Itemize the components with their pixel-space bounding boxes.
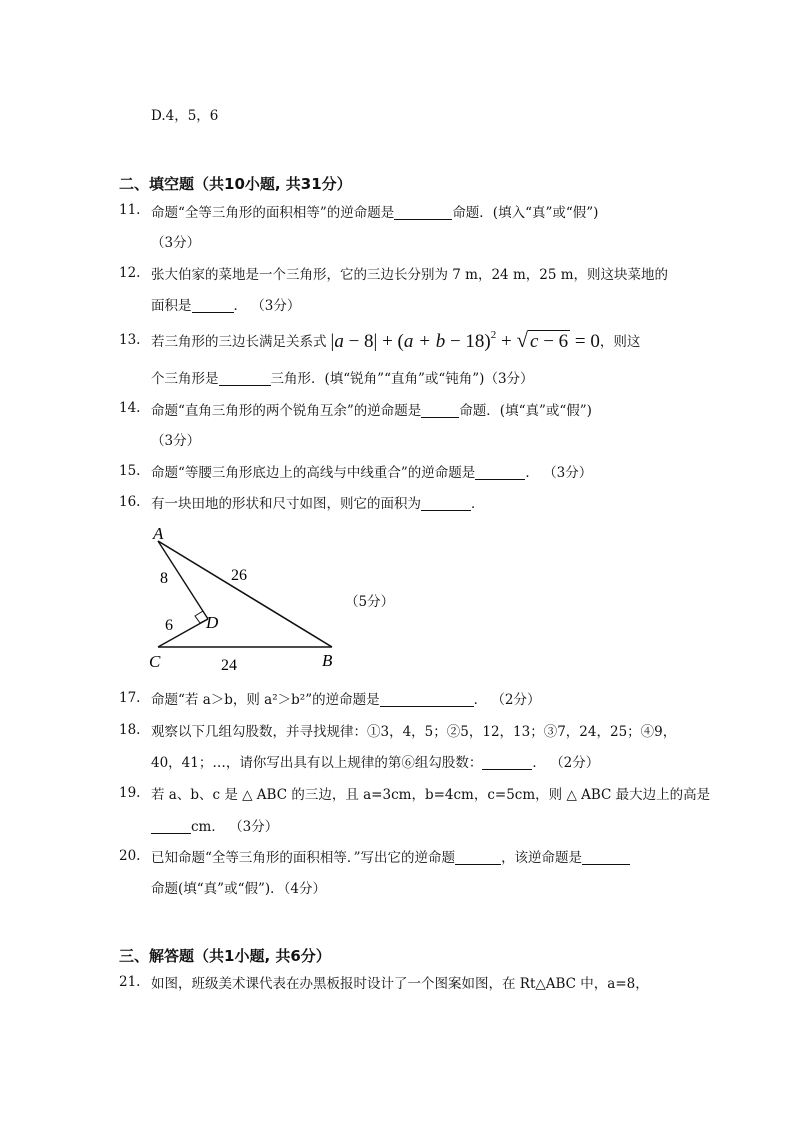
- question-number: 12.: [119, 265, 141, 281]
- question-16-score: （5分）: [345, 594, 395, 610]
- question-number: 15.: [119, 463, 141, 479]
- question-11: 命题“全等三角形的面积相等”的逆命题是 命题．(填入“真”或“假”): [151, 205, 599, 221]
- length-cd: 6: [165, 617, 173, 634]
- question-16: 有一块田地的形状和尺寸如图，则它的面积为 ．: [151, 496, 485, 512]
- question-18-line2: 40，41；…，请你写出具有以上规律的第⑥组勾股数： ． （2分）: [151, 755, 600, 771]
- section-title-answer: 三、解答题（共1小题, 共6分）: [119, 947, 331, 965]
- question-number: 17.: [119, 690, 141, 706]
- answer-blank[interactable]: [394, 205, 452, 220]
- equation: $|a - 8| + (a + b - 18)^2$ + √ c − 6 = 0: [330, 327, 600, 352]
- question-number: 20.: [119, 848, 141, 864]
- question-number: 13.: [119, 332, 141, 348]
- question-number: 16.: [119, 494, 141, 510]
- answer-blank[interactable]: [192, 298, 234, 313]
- answer-blank[interactable]: [582, 850, 630, 865]
- side-ab: [158, 541, 332, 647]
- length-ad: 8: [160, 570, 168, 587]
- question-17: 命题“若 a＞b，则 a²＞b²”的逆命题是 ． （2分）: [151, 692, 541, 708]
- vertex-d: D: [206, 613, 219, 632]
- question-13-line1: 若三角形的三边长满足关系式 $|a - 8| + (a + b - 18)^2$ + √ c − 6 = 0 ，则这: [151, 327, 641, 352]
- question-number: 18.: [119, 722, 141, 738]
- length-cb: 24: [221, 657, 237, 674]
- question-number: 19.: [119, 785, 141, 801]
- answer-blank[interactable]: [380, 692, 474, 707]
- triangle-figure: [145, 520, 345, 675]
- question-number: 14.: [119, 400, 141, 416]
- question-12-line1: 张大伯家的菜地是一个三角形，它的三边长分别为 7 m，24 m，25 m，则这块菜地的: [151, 267, 669, 283]
- answer-blank[interactable]: [482, 755, 532, 770]
- answer-blank[interactable]: [421, 496, 471, 511]
- question-14-score: （3分）: [151, 433, 201, 449]
- question-13-line2: 个三角形是 三角形．(填“锐角”“直角”或“钝角”)（3分）: [151, 371, 534, 387]
- answer-blank[interactable]: [219, 371, 271, 386]
- question-19-line2: cm． （3分）: [151, 815, 278, 835]
- question-15: 命题“等腰三角形底边上的高线与中线重合”的逆命题是 ． （3分）: [151, 465, 593, 481]
- question-number: 11.: [119, 202, 141, 218]
- previous-option-d: D.4，5，6: [151, 108, 219, 124]
- answer-blank[interactable]: [475, 465, 525, 480]
- length-ab: 26: [231, 567, 247, 584]
- vertex-b: B: [322, 651, 333, 670]
- answer-blank[interactable]: [151, 819, 191, 834]
- answer-blank[interactable]: [455, 850, 501, 865]
- question-14: 命题“直角三角形的两个锐角互余”的逆命题是 命题．(填“真”或“假”): [151, 403, 592, 419]
- vertex-a: A: [153, 524, 164, 543]
- question-21-line1: 如图，班级美术课代表在办黑板报时设计了一个图案如图，在 Rt△ABC 中，a=8，: [151, 976, 649, 992]
- question-11-score: （3分）: [151, 235, 201, 251]
- question-20-line2: 命题(填“真”或“假”)．（4分）: [151, 881, 326, 897]
- question-12-line2: 面积是 ． （3分）: [151, 298, 301, 314]
- question-number: 21.: [119, 974, 141, 990]
- answer-blank[interactable]: [421, 403, 459, 418]
- question-18-line1: 观察以下几组勾股数，并寻找规律：①3，4，5；②5，12，13；③7，24，25；④9，: [151, 724, 677, 740]
- question-20-line1: 已知命题“全等三角形的面积相等．”写出它的逆命题 ，该逆命题是: [151, 846, 630, 866]
- section-title-fill-in: 二、填空题（共10小题, 共31分）: [119, 175, 352, 193]
- vertex-c: C: [149, 652, 161, 671]
- question-19-line1: 若 a、b、c 是 △ ABC 的三边，且 a=3cm，b=4cm，c=5cm，则 △ ABC 最大边上的高是: [151, 787, 711, 803]
